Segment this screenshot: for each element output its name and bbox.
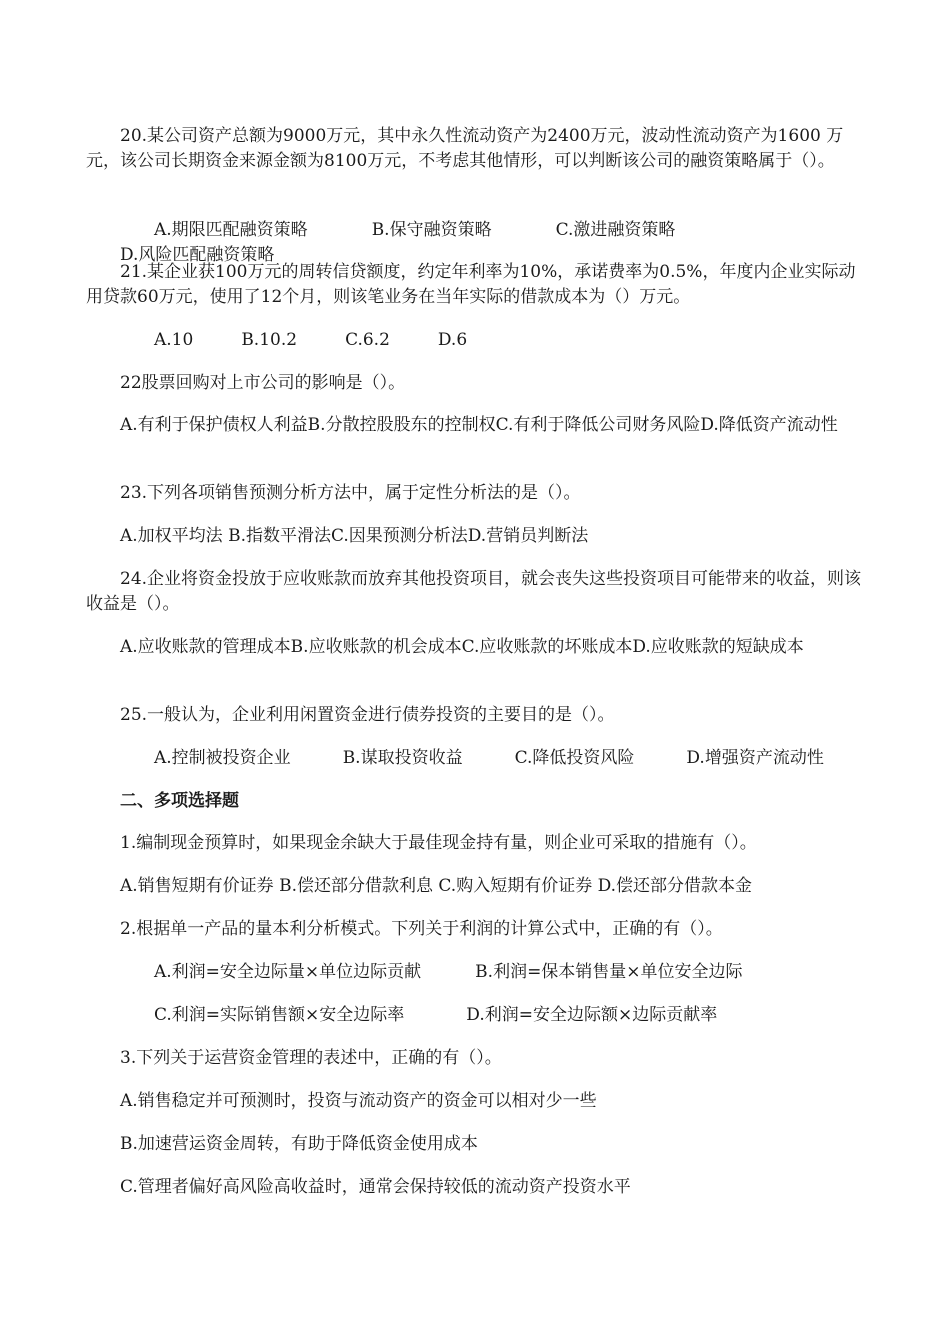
- question-20-option-c: C.激进融资策略: [555, 220, 676, 240]
- question-25-option-a: A.控制被投资企业: [154, 748, 291, 768]
- question-25-options: [86, 746, 868, 771]
- question-25-stem: 25.一般认为，企业利用闲置资金进行债券投资的主要目的是（）。: [120, 705, 615, 725]
- mc-question-2-option-c: C.利润=实际销售额×安全边际率: [154, 1005, 405, 1025]
- mc-question-3-option-c: C.管理者偏好高风险高收益时，通常会保持较低的流动资产投资水平: [120, 1177, 631, 1197]
- mc-question-2-option-a: A.利润=安全边际量×单位边际贡献: [154, 962, 422, 982]
- question-22-stem: 22股票回购对上市公司的影响是（）。: [120, 373, 406, 393]
- mc-question-3-option-b: B.加速营运资金周转，有助于降低资金使用成本: [120, 1134, 478, 1154]
- question-20-option-d: D.风险匹配融资策略: [120, 245, 275, 265]
- question-25-option-b: B.谋取投资收益: [342, 748, 463, 768]
- mc-question-2-option-d: D.利润=安全边际额×边际贡献率: [466, 1005, 718, 1025]
- mc-question-3-option-a: A.销售稳定并可预测时，投资与流动资产的资金可以相对少一些: [120, 1091, 597, 1111]
- mc-question-3-stem: 3.下列关于运营资金管理的表述中，正确的有（）。: [120, 1048, 502, 1068]
- question-24-stem: 24.企业将资金投放于应收账款而放弃其他投资项目，就会丧失这些投资项目可能带来的收益，则该收益是（）。: [86, 569, 862, 614]
- mc-question-1-stem: 1.编制现金预算时，如果现金余缺大于最佳现金持有量，则企业可采取的措施有（）。: [120, 833, 757, 853]
- question-24-options: A.应收账款的管理成本B.应收账款的机会成本C.应收账款的坏账成本D.应收账款的短缺成本: [120, 637, 804, 657]
- question-21-stem: 21.某企业获100万元的周转信贷额度，约定年利率为10%，承诺费率为0.5%，年度内企业实际动用贷款60万元，使用了12个月，则该笔业务在当年实际的借款成本为（）万元。: [86, 262, 856, 307]
- question-20-stem: 20.某公司资产总额为9000万元，其中永久性流动资产为2400万元，波动性流动资产为1600 万元，该公司长期资金来源金额为8100万元，不考虑其他情形，可以判断该公司的融资策略属于（）。: [86, 126, 844, 171]
- question-23-stem: 23.下列各项销售预测分析方法中，属于定性分析法的是（）。: [120, 483, 581, 503]
- mc-question-2-option-b: B.利润=保本销售量×单位安全边际: [475, 962, 743, 982]
- question-21-option-d: D.6: [437, 330, 468, 350]
- question-25-option-d: D.增强资产流动性: [686, 748, 824, 768]
- mc-question-2-options-ab: [86, 960, 868, 985]
- question-21-option-b: B.10.2: [241, 330, 298, 350]
- section-heading: 二、多项选择题: [120, 791, 239, 811]
- mc-question-1-options: A.销售短期有价证券 B.偿还部分借款利息 C.购入短期有价证券 D.偿还部分借款本金: [120, 876, 753, 896]
- question-21-options: [86, 328, 868, 353]
- question-23-options: A.加权平均法 B.指数平滑法C.因果预测分析法D.营销员判断法: [120, 526, 589, 546]
- mc-question-2-stem: 2.根据单一产品的量本利分析模式。下列关于利润的计算公式中，正确的有（）。: [120, 919, 723, 939]
- question-21-option-c: C.6.2: [345, 330, 390, 350]
- question-21-option-a: A.10: [154, 330, 194, 350]
- question-25-option-c: C.降低投资风险: [514, 748, 635, 768]
- question-20-option-b: B.保守融资策略: [371, 220, 492, 240]
- question-22-options: A.有利于保护债权人利益B.分散控股股东的控制权C.有利于降低公司财务风险D.降低资产流动性: [120, 415, 838, 435]
- question-20-option-a: A.期限匹配融资策略: [154, 220, 308, 240]
- mc-question-2-options-cd: [86, 1003, 868, 1028]
